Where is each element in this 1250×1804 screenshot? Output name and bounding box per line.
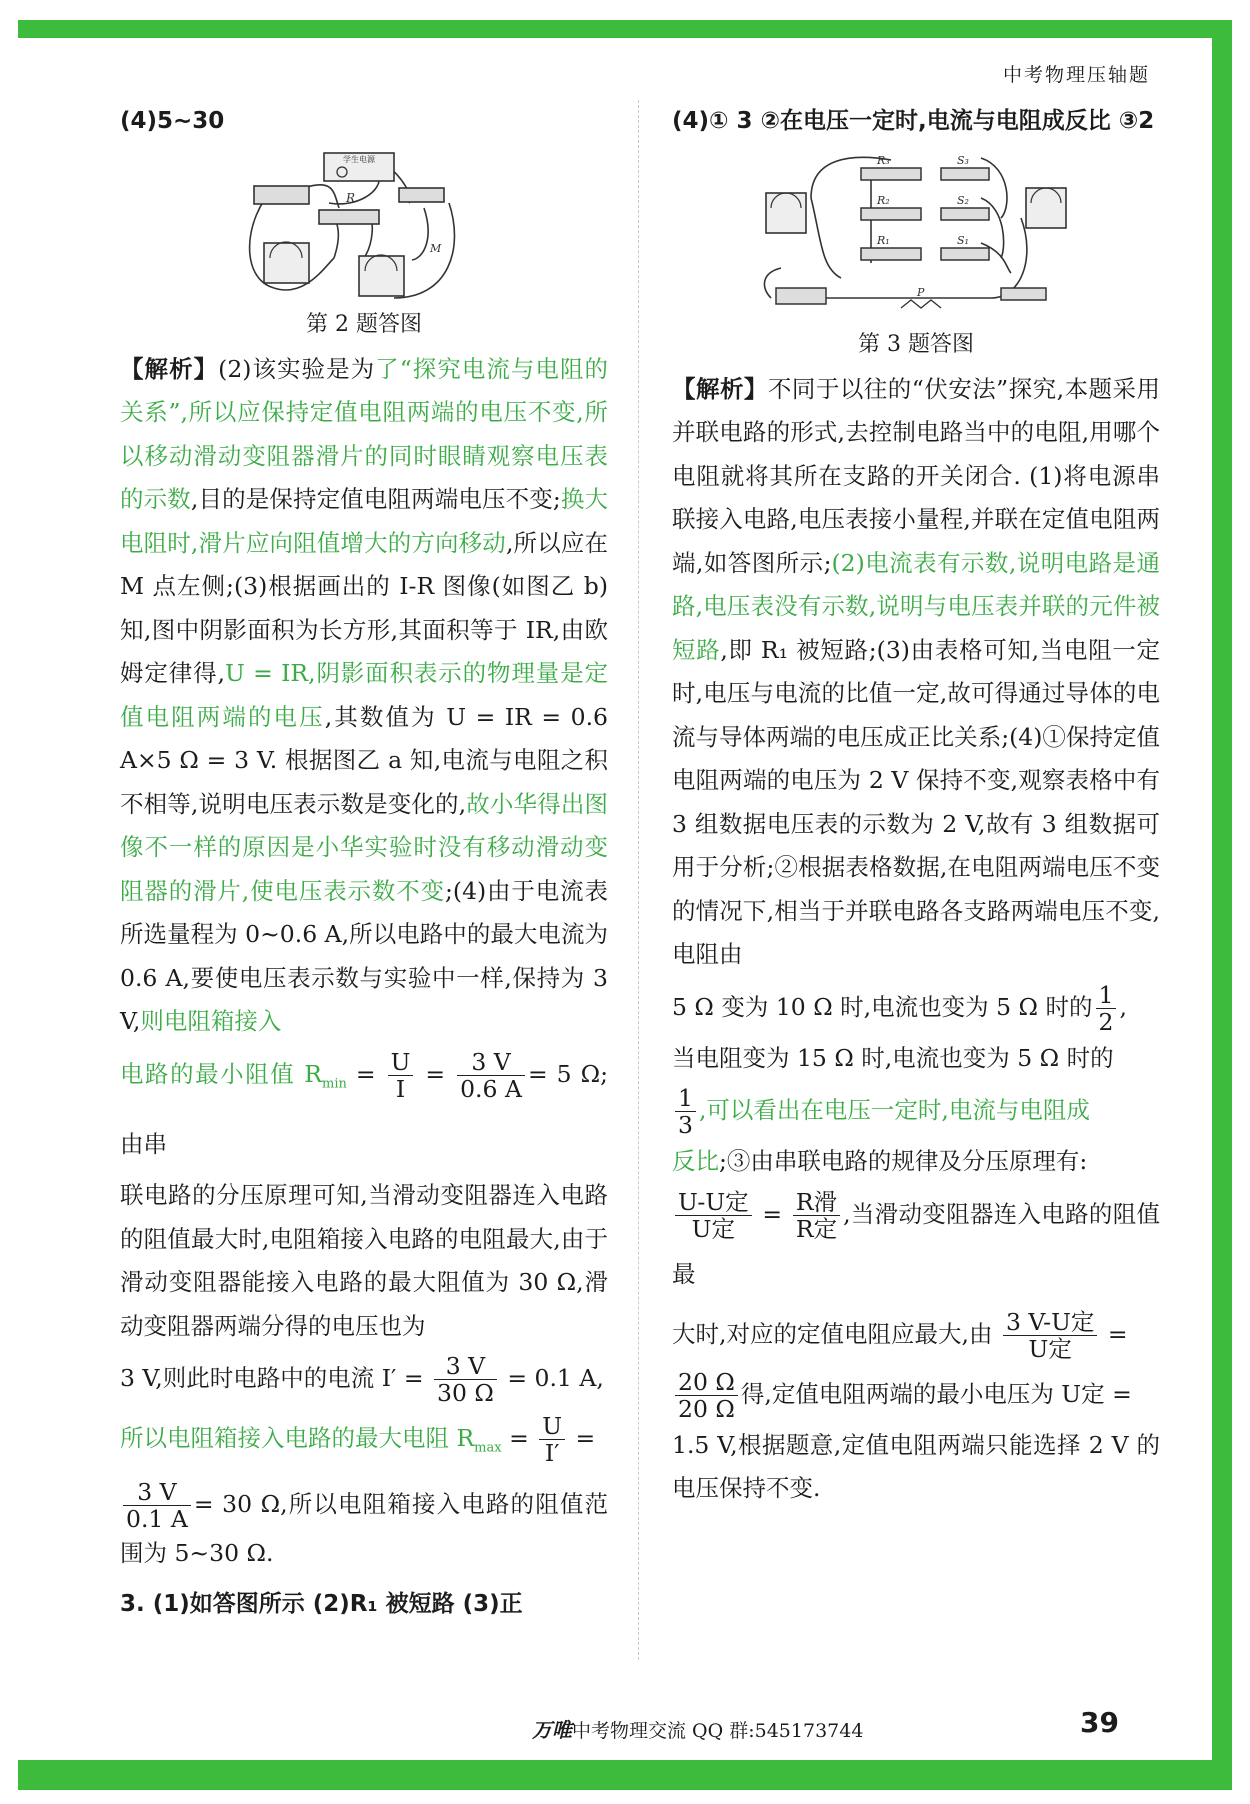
fraction-3v-over-06a: $\frac{3 V}{0.6 A}$	[457, 1049, 525, 1102]
fraction-3v-over-30ohm: $\frac{3 V}{30 \Omega}$	[434, 1353, 497, 1406]
left-analysis	[120, 348, 608, 1576]
left-analysis-continued: 联电路的分压原理可知,当滑动变阻器连入电路的阻值最大时,电阻箱接入电路的电阻最大,由于滑动变阻器能接入电路的最大阻值为 30 Ω,滑动变阻器两端分得的电压也为	[120, 1181, 608, 1340]
fraction-one-half: $\frac{1}{2}$	[1096, 982, 1117, 1035]
figure-q3-circuit	[672, 148, 1160, 328]
ammeter-icon	[264, 243, 309, 283]
resistor-board-icon	[319, 210, 379, 224]
column-divider	[638, 100, 639, 1660]
battery-icon	[776, 288, 826, 304]
fraction-u-over-iprime: $\frac{U}{I'}$	[539, 1413, 565, 1466]
page-number: 39	[1080, 1706, 1119, 1739]
point-m-label: M	[430, 241, 442, 255]
fraction-3v-minus-udeng: $\frac{\text{3 V-U定}}{\text{U定}}$	[1003, 1309, 1097, 1362]
green-frame-right	[1212, 20, 1232, 1790]
highlight-text: 了“探究电流与电阻的关系”,所以应保持定值电阻两端的电压不变,所以移动滑动变阻器滑片的同时眼睛观察电压表的示数	[120, 354, 609, 513]
formula-divider-ratio: $\frac{\text{U-U定}}{\text{U定}}$ = $\frac{\text{R滑}}{\text{R定}}$ ,当滑动变阻器连入电路的阻值最	[672, 1187, 1160, 1288]
left-analysis-paragraph: 【解析】(2)该实验是为了“探究电流与电阻的关系”,所以应保持定值电阻两端的电压不变,所以移动滑动变阻器滑片的同时眼睛观察电压表的示数,目的是保持定值电阻两端电压不变;换大电阻时,滑片应向阻值增大的方向移动,所以应在 M 点左侧;(3)根据画出的 I-R 图像(如图乙 b)知,图中阴影面积为长方形,其面积等于 IR,由欧姆定律得,U = IR,阴影面积表示的物理量是定值电阻两端的电压,其数值为 U = IR = 0.6 A×5 Ω = 3 V. 根据图乙 a 知,电流与电阻之积不相等,说明电压表示数是变化的,故小华得出图像不一样的原因是小华实验时没有移动滑动变阻器的滑片,使电压表示数不变;(4)由于电流表所选量程为 0~0.6 A,所以电路中的最大电流为 0.6 A,要使电压表示数与实验中一样,保持为 3 V,则电阻箱接入	[120, 354, 609, 1035]
highlight-text: 故小华得出图像不一样的原因是小华实验时没有移动滑动变阻器的滑片,使电压表示数不变	[120, 789, 608, 905]
formula-current: 3 V,则此时电路中的电流 I′ = $\frac{3 V}{30 \Omega}$ = 0.1 A,	[120, 1352, 604, 1408]
switch-s2-icon	[941, 208, 989, 220]
voltmeter-icon	[359, 256, 404, 296]
power-supply-label: 学生电源	[343, 154, 375, 164]
green-frame-bottom	[18, 1760, 1232, 1790]
resistor-r3-icon	[861, 168, 921, 180]
fraction-20-over-20: $\frac{20 \Omega}{20 \Omega}$	[675, 1369, 738, 1422]
fraction-3v-over-01a: $\frac{3 V}{0.1 A}$	[123, 1479, 191, 1532]
fraction-one-third: $\frac{1}{3}$	[675, 1085, 696, 1138]
formula-rmax: 所以电阻箱接入电路的最大电阻 $R_{max}$ = $\frac{U}{I'}$ =	[120, 1412, 596, 1468]
answer-q2-part4-right: (4)① 3 ②在电压一定时,电流与电阻成反比 ③2	[672, 108, 1155, 134]
figure-q2-caption: 第 2 题答图	[306, 311, 422, 337]
svg-text:R₁: R₁	[877, 233, 890, 247]
highlight-text: U = IR,阴影面积表示的物理量是定值电阻两端的电压	[120, 659, 608, 731]
svg-text:S₃: S₃	[957, 153, 969, 167]
right-third-line: 当电阻变为 15 Ω 时,电流也变为 5 Ω 时的	[672, 1043, 1114, 1072]
svg-text:S₁: S₁	[957, 233, 969, 247]
formula-rmin: 电路的最小阻值 $R_{min}$ = $\frac{U}{I}$ = $\frac{3 V}{0.6 A}$ = 5 Ω;由串	[120, 1047, 609, 1159]
figure-q2-circuit	[120, 148, 608, 308]
resistor-label: R	[346, 190, 356, 205]
svg-text:P: P	[917, 285, 925, 299]
circuit-diagram-q3	[751, 148, 1081, 328]
page-header-title: 中考物理压轴题	[1002, 64, 1150, 86]
figure-q3-caption: 第 3 题答图	[858, 331, 974, 357]
green-frame-top	[18, 20, 1232, 38]
fraction-u-over-i: $\frac{U}{I}$	[388, 1049, 414, 1102]
switch-s1-icon	[941, 248, 989, 260]
rheostat-icon	[254, 186, 309, 204]
brand-logo: 万唯	[532, 1718, 572, 1742]
analysis-tag: 【解析】	[672, 374, 768, 403]
ammeter-icon	[766, 193, 806, 233]
footer-group-info: 万唯中考物理交流 QQ 群:545173744	[532, 1718, 864, 1742]
answer-q3: 3. (1)如答图所示 (2)R₁ 被短路 (3)正	[120, 1591, 523, 1618]
right-analysis	[672, 368, 1160, 1511]
analysis-tag: 【解析】	[120, 354, 219, 383]
right-final-line: 1.5 V,根据题意,定值电阻两端只能选择 2 V 的电压保持不变.	[672, 1430, 1160, 1502]
formula-min-voltage: $\frac{20 \Omega}{20 \Omega}$ 得,定值电阻两端的最小电压为 U定 =	[672, 1364, 1160, 1424]
voltmeter-icon	[1026, 188, 1066, 228]
highlight-text: (2)电流表有示数,说明电路是通路,电压表没有示数,说明与电压表并联的元件被短路	[672, 548, 1160, 664]
rheostat-icon	[901, 300, 941, 308]
formula-result: $\frac{3 V}{0.1 A}$ = 30 Ω,所以电阻箱接入电路的阻值范围为 5~30 Ω.	[120, 1477, 608, 1567]
fraction-r-ratio: $\frac{\text{R滑}}{\text{R定}}$	[793, 1189, 840, 1242]
switch-s3-icon	[941, 168, 989, 180]
circuit-diagram-q2	[234, 148, 494, 308]
formula-third: $\frac{1}{3}$ ,可以看出在电压一定时,电流与电阻成	[672, 1080, 1160, 1140]
highlight-text: 换大电阻时,滑片应向阻值增大的方向移动	[120, 485, 609, 557]
resistor-r2-icon	[861, 208, 921, 220]
svg-text:R₂: R₂	[877, 193, 890, 207]
formula-max: 大时,对应的定值电阻应最大,由 $\frac{\text{3 V-U定}}{\text{U定}}$ =	[672, 1307, 1128, 1363]
highlight-text: 则电阻箱接入	[140, 1007, 282, 1035]
answer-q2-part4: (4)5~30	[120, 108, 225, 134]
formula-half: 5 Ω 变为 10 Ω 时,电流也变为 5 Ω 时的 $\frac{1}{2}$ ,	[672, 980, 1127, 1036]
resistor-r1-icon	[861, 248, 921, 260]
svg-text:R₃: R₃	[877, 153, 890, 167]
main-switch-icon	[1001, 288, 1046, 300]
fraction-u-minus-udeng: $\frac{\text{U-U定}}{\text{U定}}$	[675, 1189, 752, 1242]
right-analysis-paragraph: 【解析】不同于以往的“伏安法”探究,本题采用并联电路的形式,去控制电路当中的电阻,用哪个电阻就将其所在支路的开关闭合. (1)将电源串联接入电路,电压表接小量程,并联在定值电阻两端,如答图所示;(2)电流表有示数,说明电路是通路,电压表没有示数,说明与电压表并联的元件被短路,即 R₁ 被短路;(3)由表格可知,当电阻一定时,电压与电流的比值一定,故可得通过导体的电流与导体两端的电压成正比关系;(4)①保持定值电阻两端的电压为 2 V 保持不变,观察表格中有 3 组数据电压表的示数为 2 V,故有 3 组数据可用于分析;②根据表格数据,在电阻两端电压不变的情况下,相当于并联电路各支路两端电压不变,电阻由	[672, 374, 1161, 968]
switch-icon	[399, 188, 444, 202]
right-series-line: 反比;③由串联电路的规律及分压原理有:	[672, 1147, 1088, 1175]
left-column	[120, 100, 608, 1627]
svg-text:S₂: S₂	[957, 193, 969, 207]
right-column	[672, 100, 1160, 1511]
